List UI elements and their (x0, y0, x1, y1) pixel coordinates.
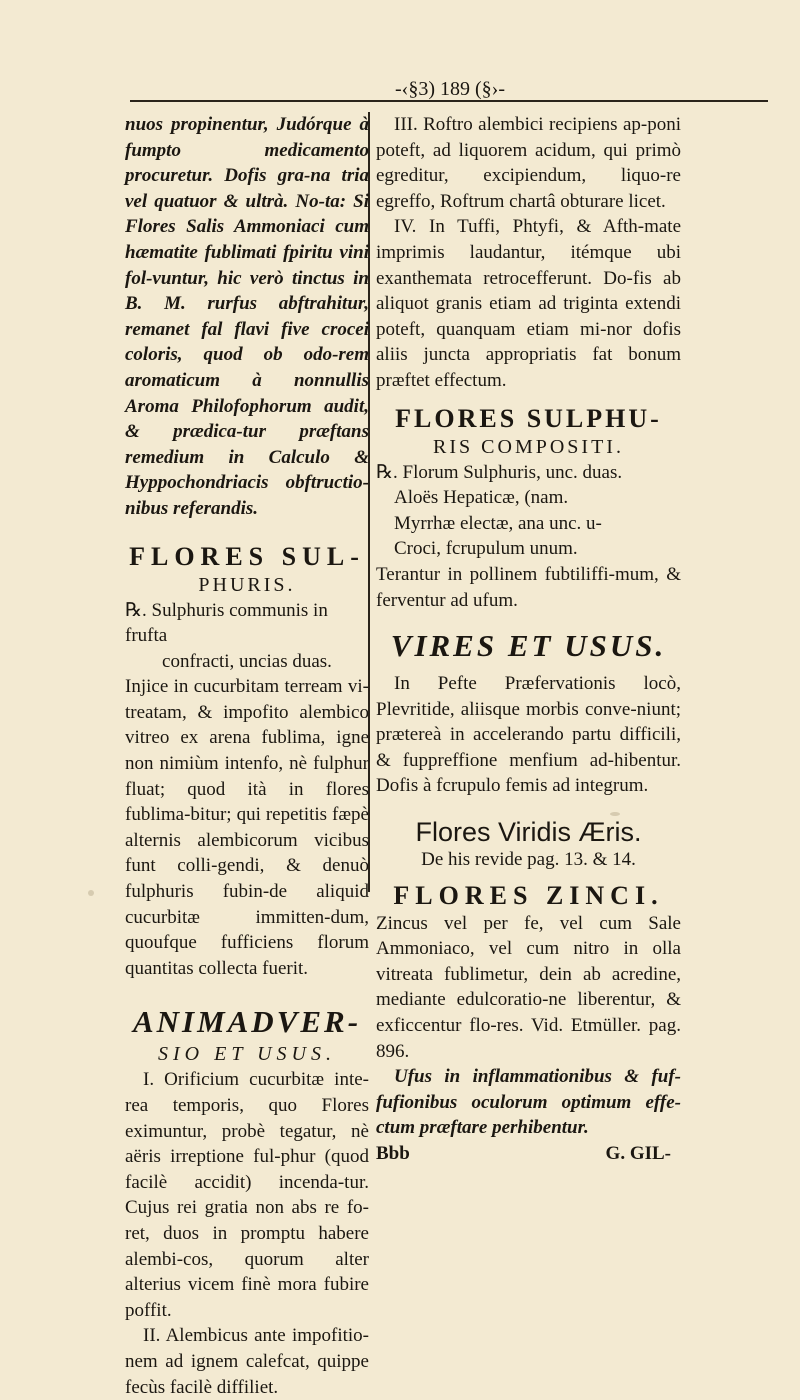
heading-animadversio-line1: ANIMADVER- (132, 1004, 362, 1040)
right-column (376, 112, 681, 1167)
cross-reference: De his revide pag. 13. & 14. (421, 849, 636, 871)
heading-flores-compositi-line1: FLORES SULPHU- (395, 403, 662, 433)
left-paragraph-5: II. Alembicus ante impofitio-nem ad ignem calefcat, quippe fecùs facilè diffiliet. (125, 1325, 369, 1398)
footer-line (376, 1141, 681, 1167)
heading-flores-sulphuris-line1: FLORES SUL- (129, 541, 365, 571)
right-paragraph-6: Ufus in inflammationibus & fuf-fufionibus oculorum optimum effe-ctum præftare perhibentur. (376, 1066, 681, 1139)
heading-flores-viridis-aeris: Flores Viridis Æris. (415, 817, 642, 848)
left-column (125, 112, 369, 1400)
recipe-line-2: confracti, uncias duas. (162, 650, 332, 672)
recipe-item-4: Croci, fcrupulum unum. (394, 538, 578, 560)
right-paragraph-1: III. Roftro alembici recipiens ap-poni poteft, ad liquorem acidum, qui primò egreditur, excipiendum, liquo-re egreffo, Roftrum chartâ obturare licet. (376, 114, 681, 212)
heading-flores-compositi-line2: RIS COMPOSITI. (433, 435, 624, 458)
right-paragraph-5: Zincus vel per fe, vel cum Sale Ammoniaco, vel cum nitro in olla vitreata fublimetur, dein ab acredine, mediante edulcoratio-ne liberentur, & exficcentur flo-res. Vid. Etmüller. pag. 896. (376, 912, 681, 1062)
left-paragraph-3: Injice in cucurbitam terream vi-treatam, & impofito alembico vitreo ex arena fublima, igne non nimiùm intenfo, nè fulphur fluat; quod ità in flores fublima-bitur; qui repetitis fæpè alternis alembicorum vicibus funt colli-gendi, & denuò fulphuris fubin-de aliquid cucurbitæ immitten-dum, quoufque fufficiens florum quantitas collecta fuerit. (125, 676, 369, 979)
header-rule (130, 100, 768, 102)
heading-animadversio-line2: SIO ET USUS. (158, 1043, 336, 1066)
recipe-line-1: ℞. Sulphuris communis in frufta (125, 599, 328, 647)
right-paragraph-3: Terantur in pollinem fubtiliffi-mum, & ferventur ad ufum. (376, 563, 681, 611)
recipe-item-3: Myrrhæ electæ, ana unc. u- (394, 512, 602, 534)
heading-vires-et-usus: VIRES ET USUS. (390, 628, 667, 664)
heading-flores-sulphuris-line2: PHURIS. (198, 573, 296, 596)
page-header: -‹§3) 189 (§›- (395, 78, 505, 100)
right-paragraph-2: IV. In Tuffi, Phtyfi, & Afth-mate imprimis laudantur, itémque ubi exanthemata retrocefferunt. Do-fis ab aliquot granis etiam ad triginta extendi poteft, quanquam etiam mi-nor dofis aliis juncta appropriatis fat bonum præftet effectum. (376, 216, 681, 391)
left-paragraph-1: nuos propinentur, Judórque à fumpto medicamento procuretur. Dofis gra-na tria vel quatuor & ultrà. No-ta: Si Flores Salis Ammoniaci cum hæmatite fublimati fpiritu vini fol-vuntur, hic verò tinctus in B. M. rurfus abftrahitur, remanet fal flavi five crocei coloris, quod ob odo-rem aromaticum à nonnullis Aroma Philofophorum audit, & prædica-tur præftans remedium in Calculo & Hyppochondriacis obftructio-nibus referandis. (125, 114, 369, 519)
paper-stain (88, 890, 94, 896)
left-paragraph-4: I. Orificium cucurbitæ inte-rea temporis, quo Flores eximuntur, probè tegatur, nè aëris irreptione ful-phur (quod facilè accidit) incenda-tur. Cujus rei gratia non abs re fo-ret, duos in promptu habere alembi-cos, quorum alter alterius vicem finè mora fubire poffit. (125, 1069, 369, 1321)
recipe-item-1: ℞. Florum Sulphuris, unc. duas. (376, 461, 623, 483)
signature-mark: Bbb (376, 1143, 410, 1164)
heading-flores-zinci: FLORES ZINCI. (393, 880, 664, 910)
recipe-item-2: Aloës Hepaticæ, (nam. (394, 487, 569, 509)
right-paragraph-4: In Pefte Præfervationis locò, Plevritide, aliisque morbis conve-niunt; prætereà in accelerando partu difficili, & fuppreffione menfium ad-hibentur. Dofis à fcrupulo femis ad integrum. (376, 673, 681, 797)
catchword: G. GIL- (605, 1143, 671, 1164)
paper-stain (610, 812, 620, 816)
